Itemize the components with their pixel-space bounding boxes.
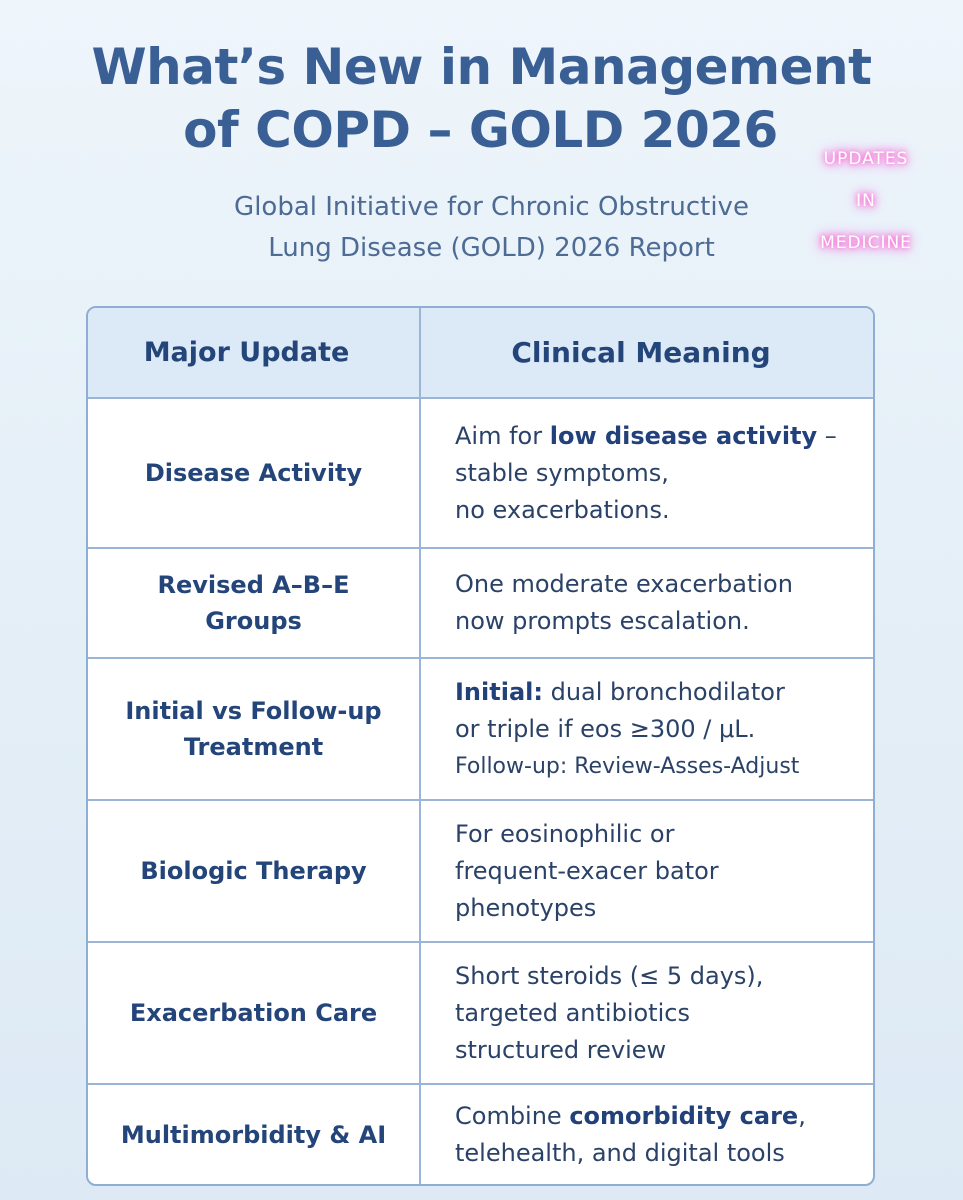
meaning-line: or triple if eos ≥300 / μL. bbox=[455, 714, 756, 743]
update-cell bbox=[88, 549, 421, 657]
meaning-line: no exacerbations. bbox=[455, 495, 670, 524]
badge-line-1: UPDATES bbox=[823, 149, 909, 169]
meaning-line: structured review bbox=[455, 1035, 667, 1064]
meaning-line: telehealth, and digital tools bbox=[455, 1138, 785, 1167]
meaning-bold-text: Initial: bbox=[455, 677, 543, 706]
update-line: Initial vs Follow-up bbox=[125, 697, 382, 725]
subtitle-line-1: Global Initiative for Chronic Obstructive bbox=[234, 192, 749, 222]
meaning-text: Aim for bbox=[455, 421, 550, 450]
meaning-line: One moderate exacerbation bbox=[455, 570, 793, 598]
update-cell bbox=[88, 659, 421, 799]
meaning-cell bbox=[421, 549, 873, 657]
updates-in-medicine-badge bbox=[800, 138, 932, 264]
column-header-major-update: Major Update bbox=[88, 308, 421, 397]
meaning-line: targeted antibiotics bbox=[455, 998, 690, 1027]
update-line: Treatment bbox=[183, 733, 324, 761]
table-row bbox=[88, 657, 873, 799]
subtitle-line-2: Lung Disease (GOLD) 2026 Report bbox=[268, 233, 715, 263]
table-header-row bbox=[88, 308, 873, 397]
column-header-clinical-meaning: Clinical Meaning bbox=[511, 336, 771, 369]
update-cell: Biologic Therapy bbox=[88, 801, 421, 941]
meaning-bold-text: comorbidity care bbox=[569, 1101, 799, 1130]
meaning-text: – bbox=[817, 421, 837, 450]
table-row bbox=[88, 799, 873, 941]
table-row bbox=[88, 941, 873, 1083]
update-cell: Disease Activity bbox=[88, 399, 421, 547]
meaning-text: Combine bbox=[455, 1101, 570, 1130]
meaning-cell bbox=[421, 659, 873, 799]
meaning-cell bbox=[421, 399, 873, 547]
meaning-line: now prompts escalation. bbox=[455, 607, 750, 635]
update-cell: Exacerbation Care bbox=[88, 943, 421, 1083]
title-line-2: of COPD – GOLD 2026 bbox=[183, 101, 778, 159]
meaning-cell bbox=[421, 943, 873, 1083]
meaning-line: stable symptoms, bbox=[455, 458, 669, 487]
table-row bbox=[88, 397, 873, 547]
table-row bbox=[88, 1083, 873, 1184]
meaning-text: dual bronchodilator bbox=[542, 677, 785, 706]
update-line: Revised A–B–E bbox=[157, 571, 350, 599]
badge-line-3: MEDICINE bbox=[820, 233, 912, 253]
meaning-cell bbox=[421, 801, 873, 941]
table-row bbox=[88, 547, 873, 657]
meaning-line: For eosinophilic or bbox=[455, 819, 675, 848]
meaning-line: Follow-up: Review-Asses-Adjust bbox=[455, 753, 800, 779]
title-line-1: What’s New in Management bbox=[91, 38, 872, 96]
meaning-text: , bbox=[798, 1101, 806, 1130]
updates-table bbox=[86, 306, 875, 1186]
meaning-line: frequent-exacer bator bbox=[455, 856, 719, 885]
badge-line-2: IN bbox=[856, 191, 876, 211]
meaning-line: phenotypes bbox=[455, 893, 597, 922]
update-line: Groups bbox=[205, 607, 302, 635]
meaning-bold-text: low disease activity bbox=[549, 421, 818, 450]
meaning-line: Short steroids (≤ 5 days), bbox=[455, 961, 764, 990]
update-cell: Multimorbidity & AI bbox=[88, 1085, 421, 1184]
meaning-cell bbox=[421, 1085, 873, 1184]
